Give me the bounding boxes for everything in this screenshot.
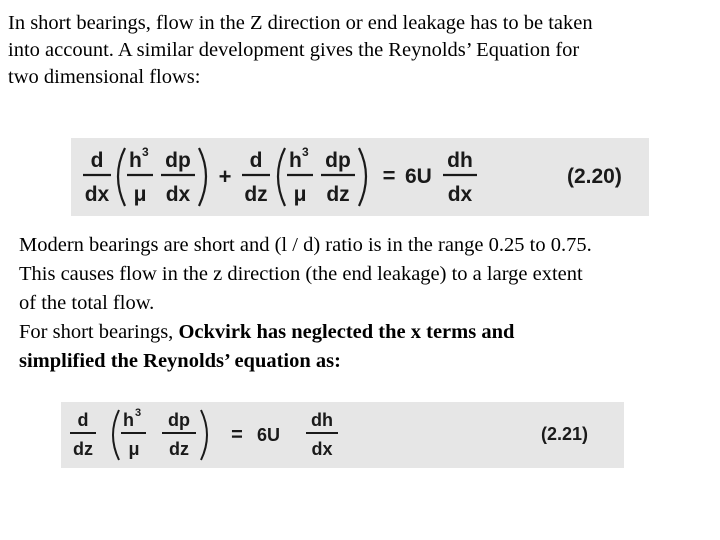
eq1-h-exponent: 3 [142,145,149,159]
eq2-number: (2.21) [541,424,589,444]
eq2-h-exponent: 3 [135,407,142,419]
eq1-dx: dx [165,183,191,206]
eq1-h: h [129,149,142,172]
eq2-rhs-denominator: dx [311,439,333,459]
eq2-dz: dz [169,439,189,459]
eq1-dh: dh [447,149,473,172]
body-line-2: This causes flow in the z direction (the end leakage) to a large extent [19,263,583,285]
intro-line-1: In short bearings, flow in the Z direction or end leakage has to be taken [8,12,593,34]
body-line-4 [19,318,709,347]
intro-line-2: into account. A similar development gives the Reynolds’ Equation for [8,39,580,61]
equation-2-20 [71,138,649,216]
equation-2-21 [61,402,624,468]
eq1-term1-denominator: dx [84,183,110,206]
eq1-equals-sign: = [382,163,396,188]
intro-paragraph [8,10,708,91]
eq1-h-exponent-2: 3 [302,145,309,159]
eq2-coefficient: 6U [257,425,281,445]
eq1-dp: dp [165,149,191,172]
eq1-number: (2.20) [567,165,622,188]
eq2-h: h [123,410,134,430]
body-line-1: Modern bearings are short and (l / d) ratio is in the range 0.25 to 0.75. [19,234,592,256]
eq1-rhs-denominator: dx [447,183,473,206]
body-line-3: of the total flow. [19,292,155,314]
eq2-equals-sign: = [231,424,243,446]
eq1-mu: μ [133,183,147,206]
body-line-4-bold: Ockvirk has neglected the x terms and [178,321,515,343]
eq1-dz: dz [326,183,350,206]
intro-line-3: two dimensional flows: [8,66,201,88]
eq2-dh: dh [311,410,333,430]
body-paragraph [19,231,709,376]
eq1-h-2: h [289,149,302,172]
eq1-term2-denominator: dz [244,183,268,206]
eq1-mu-2: μ [293,183,307,206]
eq1-term1-numerator: d [90,149,104,172]
eq2-term-numerator: d [77,410,89,430]
body-line-4-plain: For short bearings, [19,321,179,343]
body-line-5: simplified the Reynolds’ equation as: [19,350,341,372]
eq1-plus-sign: + [218,164,232,189]
eq1-term2-numerator: d [249,149,263,172]
eq2-mu: μ [128,439,140,459]
eq1-dp-2: dp [325,149,351,172]
eq1-coefficient: 6U [405,165,432,188]
eq2-term-denominator: dz [73,439,93,459]
eq2-dp: dp [168,410,190,430]
